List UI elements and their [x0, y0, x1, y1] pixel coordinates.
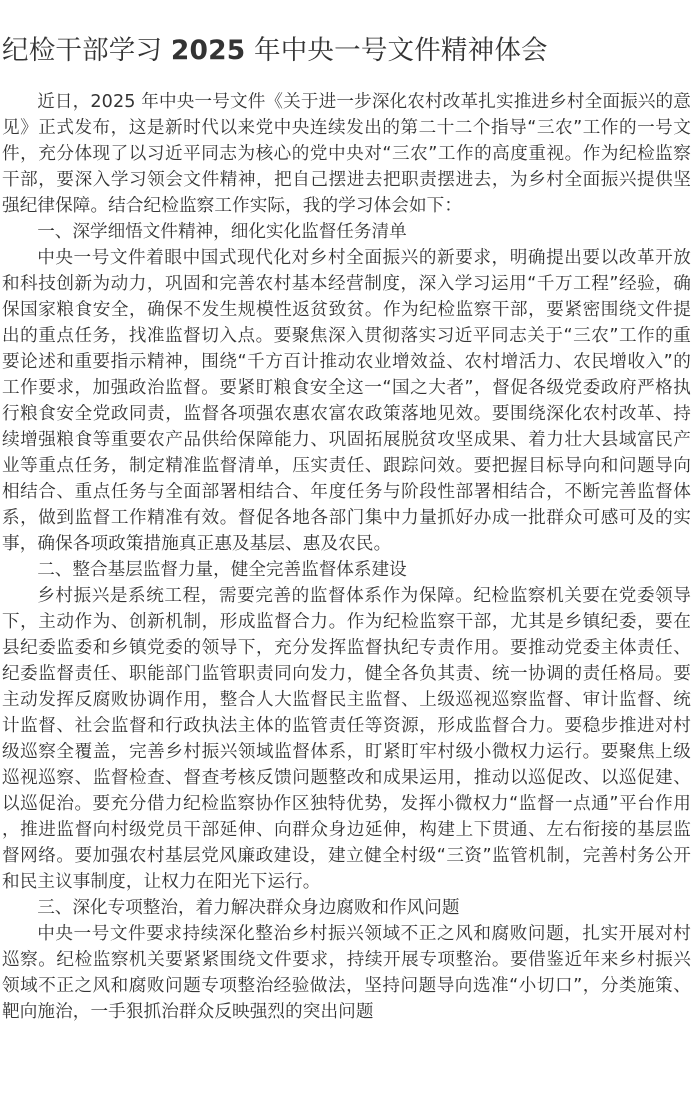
article-title [2, 0, 691, 70]
section-body-2: 乡村振兴是系统工程，需要完善的监督体系作为保障。纪检监察机关要在党委领导下，主动作为、创新机制，形成监督合力。作为纪检监察干部，尤其是乡镇纪委，要在县纪委监委和乡镇党委的领导下，充分发挥监督执纪专责作用。要推动党委主体责任、纪委监督责任、职能部门监管职责同向发力，健全各负其责、统一协调的责任格局。要主动发挥反腐败协调作用，整合人大监督民主监督、上级巡视巡察监督、审计监督、统计监督、社会监督和行政执法主体的监管责任等资源，形成监督合力。要稳步推进对村级巡察全覆盖，完善乡村振兴领域监督体系，盯紧盯牢村级小微权力运行。要聚焦上级巡视巡察、监督检查、督查考核反馈问题整改和成果运用，推动以巡促改、以巡促建、以巡促治。要充分借力纪检监察协作区独特优势，发挥小微权力“监督一点通”平台作用，推进监督向村级党员干部延伸、向群众身边延伸，构建上下贯通、左右衔接的基层监督网络。要加强农村基层党风廉政建设，建立健全村级“三资”监管机制，完善村务公开和民主议事制度，让权力在阳光下运行。 [2, 586, 691, 892]
section-body-1: 中央一号文件着眼中国式现代化对乡村全面振兴的新要求，明确提出要以改革开放和科技创新为动力，巩固和完善农村基本经营制度，深入学习运用“千万工程”经验，确保国家粮食安全，确保不发生规模性返贫致贫。作为纪检监察干部，要紧密围绕文件提出的重点任务，找准监督切入点。要聚焦深入贯彻落实习近平同志关于“三农”工作的重要论述和重要指示精神，围绕“千方百计推动农业增效益、农村增活力、农民增收入”的工作要求，加强政治监督。要紧盯粮食安全这一“国之大者”，督促各级党委政府严格执行粮食安全党政同责，监督各项强农惠农富农政策落地见效。要围绕深化农村改革、持续增强粮食等重要农产品供给保障能力、巩固拓展脱贫攻坚成果、着力壮大县域富民产业等重点任务，制定精准监督清单，压实责任、跟踪问效。要把握目标导向和问题导向相结合、重点任务与全面部署相结合、年度任务与阶段性部署相结合，不断完善监督体系，做到监督工作精准有效。督促各地各部门集中力量抓好办成一批群众可感可及的实事，确保各项政策措施真正惠及基层、惠及农民。 [2, 248, 691, 554]
section-heading-2: 二、整合基层监督力量，健全完善监督体系建设 [37, 560, 407, 580]
section-body-3: 中央一号文件要求持续深化整治乡村振兴领域不正之风和腐败问题，扎实开展对村巡察。纪检监察机关要紧紧围绕文件要求，持续开展专项整治。要借鉴近年来乡村振兴领域不正之风和腐败问题专项整治经验做法，坚持问题导向选准“小切口”，分类施策、靶向施治，一手狠抓治群众反映强烈的突出问题 [2, 924, 691, 1022]
article-body [2, 89, 691, 1025]
section-heading-3: 三、深化专项整治，着力解决群众身边腐败和作风问题 [37, 898, 460, 918]
intro-paragraph: 近日，2025 年中央一号文件《关于进一步深化农村改革扎实推进乡村全面振兴的意见》正式发布，这是新时代以来党中央连续发出的第二十二个指导“三农”工作的一号文件，充分体现了以习近平同志为核心的党中央对“三农”工作的高度重视。作为纪检监察干部，要深入学习领会文件精神，把自己摆进去把职责摆进去，为乡村全面振兴提供坚强纪律保障。结合纪检监察工作实际，我的学习体会如下： [2, 92, 691, 216]
title-prefix: 纪检干部学习 [2, 35, 163, 66]
section-heading-1: 一、深学细悟文件精神，细化实化监督任务清单 [37, 222, 407, 242]
title-suffix: 年中央一号文件精神体会 [254, 35, 548, 66]
title-year: 2025 [170, 35, 246, 66]
